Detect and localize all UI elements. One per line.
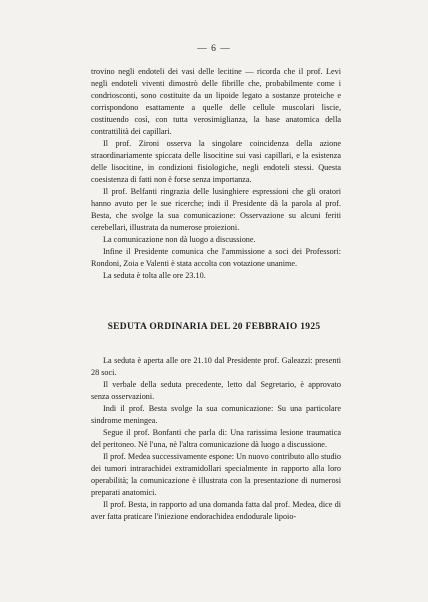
paragraph: La seduta è tolta alle ore 23.10. xyxy=(103,271,206,280)
paragraph: Il verbale della seduta precedente, letto dal Segretario, è approvato senza osservazioni. xyxy=(91,380,341,401)
second-text-block xyxy=(91,355,341,523)
paragraph: La comunicazione non dà luogo a discussione. xyxy=(103,235,256,244)
paragraph: Il prof. Belfanti ringrazia delle lusinghiere espressioni che gli oratori hanno avuto per le sue ricerche; indi il Presidente dà la parola al prof. Besta, che svolge la sua comunicazione: Osservazione su alcuni feriti cerebellari, illustrata da numerose proiezioni. xyxy=(91,187,341,232)
page-number: — 6 — xyxy=(197,44,231,54)
paragraph: trovino negli endoteli dei vasi delle lecitine — ricorda che il prof. Levi negli endoteli viventi dimostrò delle fibrille che, probabilmente come i condriosconti, sono costituite da un lipoide legato a sostanze proteiche e corrispondono esattamente a quelle delle cellule muscolari liscie, costituendo così, con tutta verosimiglianza, la base anatomica della contrattilità dei capillari. xyxy=(91,67,341,136)
section-heading xyxy=(0,322,428,332)
paragraph: Il prof. Besta, in rapporto ad una domanda fatta dal prof. Medea, dice di aver fatta praticare l'iniezione endorachidea endodurale lipoio- xyxy=(91,500,341,521)
paragraph: Il prof. Medea successivamente espone: Un nuovo contributo allo studio dei tumori intrarachidei extramidollari specialmente in rapporto alla loro operabilità; la comunicazione è illustrata con la presentazione di numerosi preparati anatomici. xyxy=(91,452,341,497)
paragraph: Il prof. Zironi osserva la singolare coincidenza della azione straordinariamente spiccata delle lisocitine sui vasi capillari, e la esistenza delle lisocitine, in condizioni fisiologiche, negli endoteli stessi. Questa coesistenza di fatti non è forse senza importanza. xyxy=(91,139,341,184)
paragraph: Indi il prof. Besta svolge la sua comunicazione: Su una particolare sindrome meningea. xyxy=(91,404,341,425)
paragraph: La seduta è aperta alle ore 21.10 dal Presidente prof. Galeazzi: presenti 28 soci. xyxy=(91,356,341,377)
first-text-block xyxy=(91,66,341,282)
paragraph: Segue il prof. Bonfanti che parla di: Una rarissima lesione traumatica del peritoneo. Nè l'una, nè l'altra comunicazione dà luogo a discussione. xyxy=(91,428,341,449)
paragraph: Infine il Presidente comunica che l'ammissione a soci dei Professori: Rondoni, Zoia e Valenti è stata accolta con votazione unanime. xyxy=(91,247,341,268)
heading-label: SEDUTA ORDINARIA DEL xyxy=(107,322,231,332)
heading-date: 20 FEBBRAIO 1925 xyxy=(232,322,321,332)
